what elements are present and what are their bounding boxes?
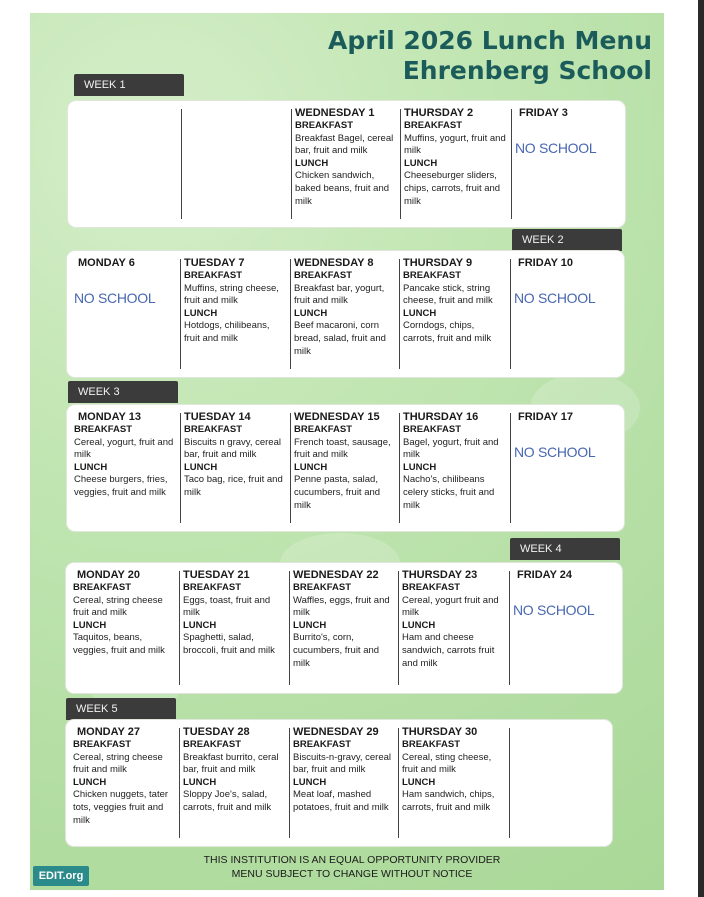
day-heading: THURSDAY 30 [402,726,478,738]
day-cell [180,569,288,689]
lunch-items: Corndogs, chips, carrots, fruit and milk [403,320,492,344]
lunch-items: Cheese burgers, fries, veggies, fruit and milk [74,474,168,498]
breakfast-label: BREAKFAST [73,739,132,750]
day-heading: WEDNESDAY 1 [295,107,375,119]
breakfast-items: Cereal, sting cheese, fruit and milk [402,751,492,776]
day-cell [181,257,289,373]
day-cell [511,257,621,373]
lunch-items: Hotdogs, chilibeans, fruit and milk [184,320,270,344]
day-cell [399,726,509,842]
day-heading: MONDAY 20 [77,569,140,581]
day-heading: MONDAY 6 [78,257,135,269]
breakfast-label: BREAKFAST [295,120,354,131]
week-card [68,101,625,227]
day-cell [291,411,399,527]
day-heading: WEDNESDAY 29 [293,726,379,738]
breakfast-label: BREAKFAST [403,424,462,435]
day-cell [72,107,182,223]
day-cell [71,411,181,527]
lunch-label: LUNCH [404,157,438,169]
day-heading: MONDAY 27 [77,726,140,738]
lunch-items: Cheeseburger sliders, chips, carrots, fruit and milk [404,170,501,207]
day-heading: WEDNESDAY 8 [294,257,374,269]
lunch-label: LUNCH [403,307,437,319]
day-heading: TUESDAY 7 [184,257,245,269]
breakfast-label: BREAKFAST [294,424,353,435]
lunch-label: LUNCH [294,461,328,473]
breakfast-items: Muffins, string cheese, fruit and milk [184,282,279,307]
school-name: Ehrenberg School [402,56,652,85]
day-cell [292,107,400,223]
lunch-label: LUNCH [293,776,327,788]
breakfast-label: BREAKFAST [74,424,133,435]
breakfast-items: French toast, sausage, fruit and milk [294,436,391,461]
lunch-items: Nacho's, chilibeans celery sticks, fruit and milk [403,474,495,511]
week-card [66,563,622,693]
lunch-label: LUNCH [183,776,217,788]
week-tag: WEEK 4 [510,538,620,560]
lunch-label: LUNCH [73,619,107,631]
menu-title: April 2026 Lunch Menu [328,26,652,55]
lunch-items: Chicken nuggets, tater tots, veggies fruit and milk [73,789,169,826]
day-heading: THURSDAY 16 [403,411,479,423]
day-cell [512,107,622,223]
day-heading: WEDNESDAY 15 [294,411,380,423]
day-cell [291,257,399,373]
lunch-label: LUNCH [403,461,437,473]
breakfast-label: BREAKFAST [402,582,461,593]
lunch-label: LUNCH [74,461,108,473]
day-heading: FRIDAY 17 [518,411,574,423]
lunch-items: Meat loaf, mashed potatoes, fruit and milk [293,789,389,813]
day-heading: THURSDAY 23 [402,569,478,581]
breakfast-label: BREAKFAST [402,739,461,750]
no-school-label: NO SCHOOL [74,290,156,306]
day-cell [181,411,289,527]
week-tag: WEEK 5 [66,698,176,720]
breakfast-items: Cereal, string cheese fruit and milk [73,594,163,619]
breakfast-items: Biscuits n gravy, cereal bar, fruit and milk [184,436,281,461]
footer [0,853,704,881]
lunch-items: Spaghetti, salad, broccoli, fruit and milk [183,632,275,656]
lunch-label: LUNCH [295,157,329,169]
breakfast-label: BREAKFAST [293,582,352,593]
day-cell [511,411,621,527]
breakfast-items: Breakfast burrito, ceral bar, fruit and milk [183,751,279,776]
week-tag: WEEK 1 [74,74,184,96]
breakfast-label: BREAKFAST [73,582,132,593]
breakfast-label: BREAKFAST [293,739,352,750]
week-card [67,405,624,531]
day-cell [290,726,398,842]
day-cell [290,569,398,689]
lunch-label: LUNCH [402,619,436,631]
no-school-label: NO SCHOOL [515,140,597,156]
day-cell [510,569,620,689]
no-school-label: NO SCHOOL [513,602,595,618]
breakfast-items: Eggs, toast, fruit and milk [183,594,271,619]
day-heading: THURSDAY 2 [404,107,474,119]
no-school-label: NO SCHOOL [514,290,596,306]
breakfast-items: Cereal, yogurt fruit and milk [402,594,499,619]
scan-edge [698,0,704,897]
breakfast-items: Breakfast bar, yogurt, fruit and milk [294,282,385,307]
lunch-label: LUNCH [184,307,218,319]
breakfast-items: Cereal, string cheese fruit and milk [73,751,163,776]
day-cell [399,569,509,689]
lunch-label: LUNCH [293,619,327,631]
equal-opportunity-notice: THIS INSTITUTION IS AN EQUAL OPPORTUNITY PROVIDER [203,854,501,866]
change-notice: MENU SUBJECT TO CHANGE WITHOUT NOTICE [231,868,473,880]
no-school-label: NO SCHOOL [514,444,596,460]
breakfast-items: Breakfast Bagel, cereal bar, fruit and milk [295,132,394,157]
day-cell [70,569,180,689]
day-heading: FRIDAY 10 [518,257,574,269]
lunch-items: Sloppy Joe's, salad, carrots, fruit and milk [183,789,272,813]
breakfast-label: BREAKFAST [183,582,242,593]
lunch-items: Ham and cheese sandwich, carrots fruit and milk [402,632,495,669]
lunch-label: LUNCH [402,776,436,788]
breakfast-label: BREAKFAST [183,739,242,750]
lunch-items: Chicken sandwich, baked beans, fruit and milk [295,170,390,207]
week-card [66,720,612,846]
day-cell [510,726,620,842]
breakfast-items: Muffins, yogurt, fruit and milk [404,132,506,157]
day-heading: FRIDAY 24 [517,569,573,581]
breakfast-items: Pancake stick, string cheese, fruit and milk [403,282,493,307]
day-cell [401,107,511,223]
breakfast-items: Bagel, yogurt, fruit and milk [403,436,499,461]
day-cell [400,411,510,527]
breakfast-items: Waffles, eggs, fruit and milk [293,594,390,619]
day-heading: MONDAY 13 [78,411,141,423]
lunch-label: LUNCH [73,776,107,788]
day-cell [400,257,510,373]
lunch-items: Penne pasta, salad, cucumbers, fruit and milk [294,474,381,511]
lunch-label: LUNCH [294,307,328,319]
day-heading: THURSDAY 9 [403,257,473,269]
day-cell [180,726,288,842]
day-heading: TUESDAY 28 [183,726,250,738]
day-cell [70,726,180,842]
day-heading: TUESDAY 21 [183,569,250,581]
week-card [67,251,624,377]
breakfast-label: BREAKFAST [404,120,463,131]
lunch-items: Burrito's, corn, cucumbers, fruit and milk [293,632,380,669]
breakfast-label: BREAKFAST [403,270,462,281]
lunch-items: Beef macaroni, corn bread, salad, fruit and milk [294,320,386,357]
week-tag: WEEK 3 [68,381,178,403]
lunch-items: Ham sandwich, chips, carrots, fruit and milk [402,789,495,813]
breakfast-label: BREAKFAST [184,424,243,435]
edit-logo: EDIT.org [33,866,89,886]
lunch-items: Taco bag, rice, fruit and milk [184,474,283,498]
day-cell [182,107,290,223]
breakfast-items: Cereal, yogurt, fruit and milk [74,436,174,461]
week-tag: WEEK 2 [512,229,622,251]
day-heading: TUESDAY 14 [184,411,251,423]
day-cell [71,257,181,373]
lunch-label: LUNCH [183,619,217,631]
lunch-items: Taquitos, beans, veggies, fruit and milk [73,632,165,656]
lunch-label: LUNCH [184,461,218,473]
breakfast-label: BREAKFAST [184,270,243,281]
breakfast-items: Biscuits-n-gravy, cereal bar, fruit and milk [293,751,392,776]
day-heading: FRIDAY 3 [519,107,568,119]
day-heading: WEDNESDAY 22 [293,569,379,581]
breakfast-label: BREAKFAST [294,270,353,281]
